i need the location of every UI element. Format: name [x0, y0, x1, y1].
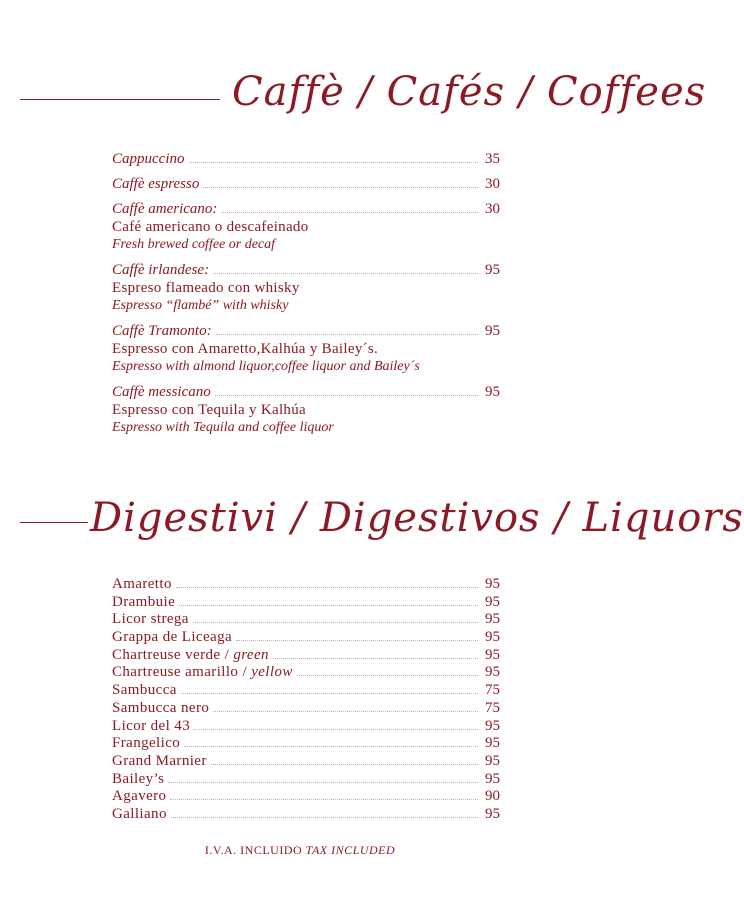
coffee-menu-list [112, 151, 500, 445]
liquor-item [112, 735, 500, 753]
coffee-item-price: 30 [485, 201, 500, 217]
liquor-item [112, 647, 500, 665]
liquor-item-label [112, 629, 232, 646]
liquor-item-name: Chartreuse verde / [112, 646, 230, 663]
liquor-item-label [112, 735, 180, 752]
dotted-leader [297, 675, 478, 676]
liquor-item [112, 771, 500, 789]
liquor-item-label [112, 753, 207, 770]
coffee-item-price: 95 [485, 384, 500, 400]
liquor-item [112, 611, 500, 629]
liquor-item-name: Sambucca [112, 682, 177, 699]
coffee-item-desc-en: Espresso “flambé” with whisky [112, 298, 289, 313]
liquor-item-price: 95 [485, 717, 500, 734]
dotted-leader [170, 799, 478, 800]
liquor-item [112, 753, 500, 771]
liquor-item-price: 95 [485, 576, 500, 592]
liquor-item [112, 788, 500, 806]
liquor-item-label [112, 806, 167, 823]
dotted-leader [213, 711, 478, 712]
coffee-item-name: Caffè irlandese: [112, 262, 210, 278]
liquor-item-name: Bailey’s [112, 770, 165, 787]
coffee-item-name: Caffè americano: [112, 201, 218, 217]
liquor-item-name: Drambuie [112, 593, 176, 610]
liquor-item-price: 75 [485, 699, 500, 716]
liquor-item [112, 576, 500, 594]
dotted-leader [189, 162, 479, 163]
liquor-item [112, 718, 500, 736]
liquor-item-name: Frangelico [112, 735, 181, 752]
dotted-leader [216, 334, 478, 335]
liquor-item-label [112, 611, 189, 628]
tax-note-es: I.V.A. INCLUIDO [204, 843, 303, 857]
liquor-section-title: Digestivi / Digestivos / Liquors [90, 495, 744, 541]
coffee-item-name: Caffè messicano [112, 384, 211, 400]
liquor-item-price: 95 [485, 593, 500, 610]
liquor-item [112, 594, 500, 612]
liquor-item-label [112, 700, 209, 717]
dotted-leader [171, 817, 478, 818]
liquor-item-price: 95 [485, 611, 500, 628]
coffee-item-name: Caffè espresso [112, 176, 200, 192]
coffee-item-desc-es: Espresso con Amaretto,Kalhúa y Bailey´s. [112, 341, 379, 357]
liquor-item-price: 75 [485, 682, 500, 699]
dotted-leader [194, 729, 478, 730]
liquor-item-note: yellow [251, 664, 293, 681]
coffee-item-row [112, 201, 500, 218]
liquor-item-label [112, 788, 166, 805]
dotted-leader [213, 273, 478, 274]
dotted-leader [181, 693, 478, 694]
coffee-item-desc-es: Café americano o descafeinado [112, 219, 309, 235]
liquor-item-price: 95 [485, 752, 500, 769]
header-rule [20, 522, 88, 523]
liquor-item [112, 629, 500, 647]
dotted-leader [215, 395, 478, 396]
coffee-item-row [112, 151, 500, 168]
liquor-item-name: Licor del 43 [112, 717, 191, 734]
liquor-item-price: 95 [485, 664, 500, 681]
coffee-item-desc-en: Espresso with Tequila and coffee liquor [112, 420, 334, 435]
coffee-section-title: Caffè / Cafés / Coffees [232, 69, 707, 115]
coffee-item [112, 262, 500, 315]
dotted-leader [273, 658, 478, 659]
liquor-item [112, 806, 500, 824]
liquor-item-label [112, 718, 190, 735]
coffee-item-desc-es: Espresso con Tequila y Kalhúa [112, 402, 306, 418]
coffee-item-row [112, 176, 500, 193]
coffee-item [112, 384, 500, 437]
dotted-leader [193, 622, 478, 623]
liquor-item [112, 700, 500, 718]
liquor-item [112, 664, 500, 682]
tax-note [0, 843, 600, 858]
liquor-item-price: 95 [485, 629, 500, 646]
liquor-item-label [112, 771, 164, 788]
coffee-item-name: Cappuccino [112, 151, 185, 167]
coffee-item [112, 151, 500, 168]
dotted-leader [221, 212, 478, 213]
liquor-item-name: Grand Marnier [112, 752, 207, 769]
coffee-item-row [112, 323, 500, 340]
dotted-leader [203, 187, 478, 188]
liquor-item-price: 95 [485, 646, 500, 663]
liquor-item-label [112, 664, 293, 681]
liquor-menu-list [112, 576, 500, 824]
dotted-leader [184, 746, 478, 747]
liquor-item-name: Amaretto [112, 576, 172, 592]
liquor-item-price: 95 [485, 770, 500, 787]
coffee-item-price: 95 [485, 262, 500, 278]
liquor-item-label [112, 682, 177, 699]
dotted-leader [176, 587, 478, 588]
liquor-item-label [112, 647, 269, 664]
coffee-item-row [112, 262, 500, 279]
coffee-item [112, 176, 500, 193]
liquor-section-header [0, 494, 744, 554]
liquor-item-label [112, 594, 175, 611]
liquor-item-note: green [233, 646, 269, 663]
coffee-item-price: 95 [485, 323, 500, 339]
coffee-item-price: 30 [485, 176, 500, 192]
liquor-item [112, 682, 500, 700]
coffee-item-name: Caffè Tramonto: [112, 323, 212, 339]
liquor-item-price: 95 [485, 735, 500, 752]
liquor-item-label [112, 576, 172, 593]
liquor-item-name: Agavero [112, 788, 167, 805]
coffee-item [112, 201, 500, 254]
dotted-leader [211, 764, 478, 765]
coffee-item-desc-en: Espresso with almond liquor,coffee liquor and Bailey´s [112, 359, 420, 374]
liquor-item-price: 95 [485, 805, 500, 822]
coffee-item-desc-en: Fresh brewed coffee or decaf [112, 237, 276, 252]
coffee-section-header [0, 68, 707, 128]
coffee-item-price: 35 [485, 151, 500, 167]
liquor-item-name: Sambucca nero [112, 699, 210, 716]
dotted-leader [168, 782, 478, 783]
tax-note-en: TAX INCLUDED [305, 843, 396, 857]
liquor-item-name: Licor strega [112, 611, 189, 628]
dotted-leader [236, 640, 478, 641]
liquor-item-price: 90 [485, 788, 500, 805]
liquor-item-name: Chartreuse amarillo / [112, 664, 248, 681]
coffee-item-row [112, 384, 500, 401]
coffee-item [112, 323, 500, 376]
dotted-leader [179, 605, 478, 606]
header-rule [20, 99, 220, 100]
liquor-item-name: Grappa de Liceaga [112, 629, 233, 646]
coffee-item-desc-es: Espreso flameado con whisky [112, 280, 300, 296]
liquor-item-name: Galliano [112, 805, 167, 822]
